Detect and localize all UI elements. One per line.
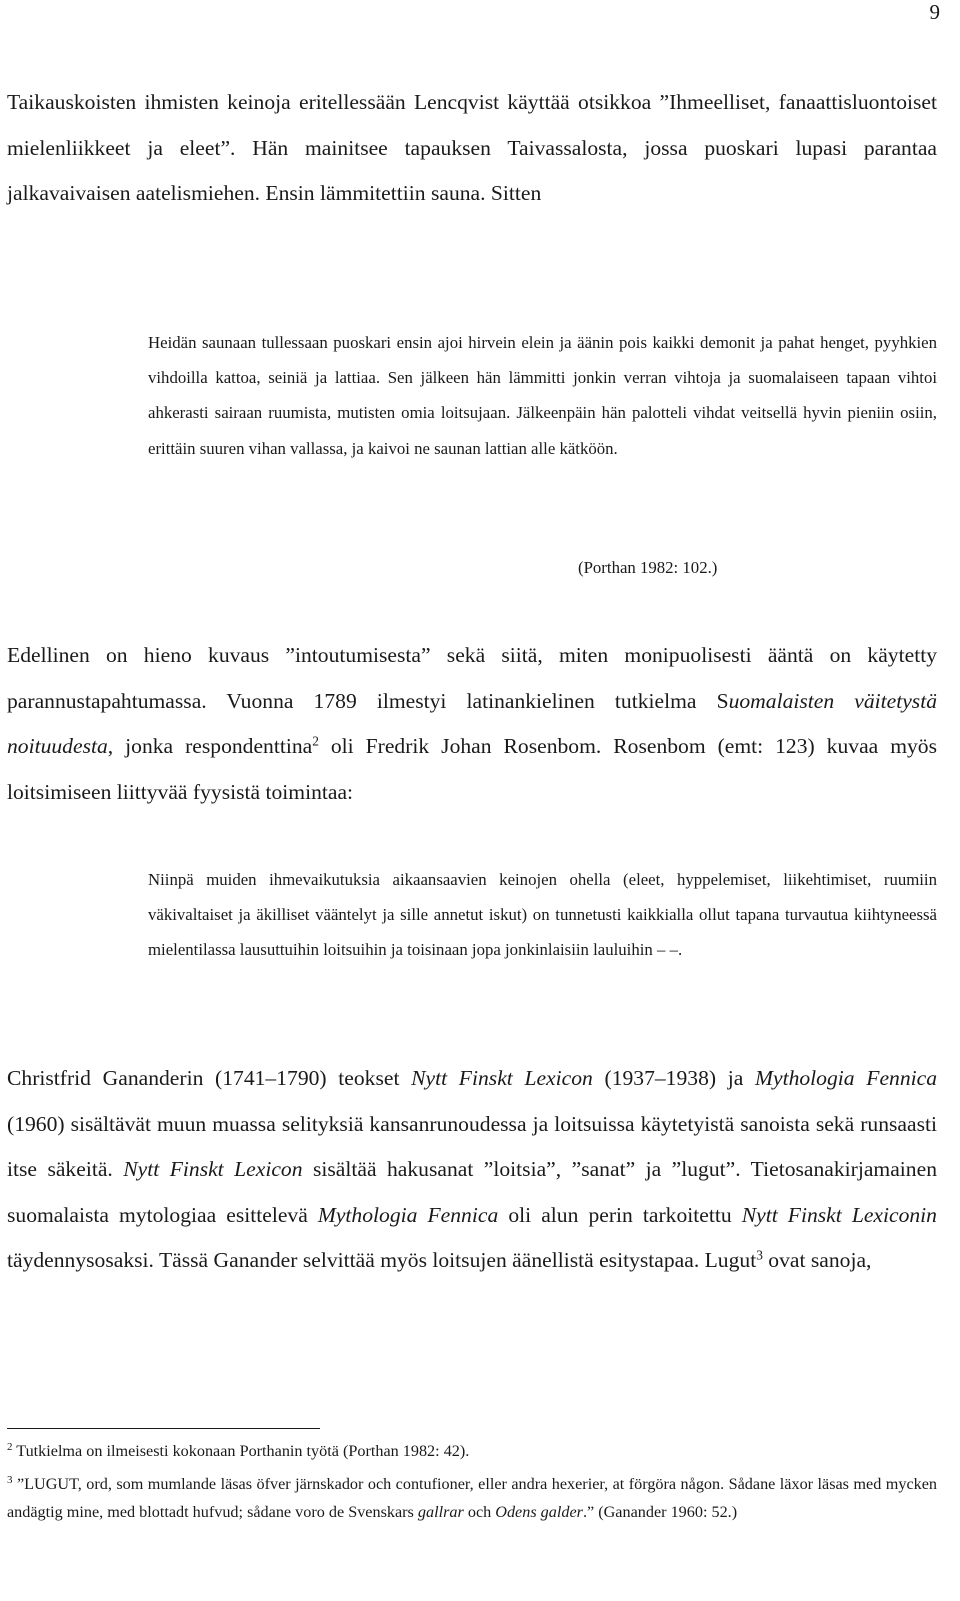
italic-run: Nytt Finskt Lexiconin [741, 1202, 937, 1227]
footnote-text: ”LUGUT, ord, som mumlande läsas öfver järnskador och contufioner, eller andra hexerier, at förgöra någon. Sådane läxor läsas med mycken andägtig mine, med blottadt hufvud; sådane voro de Svenskars [7, 1475, 937, 1521]
footnote-text: Tutkielma on ilmeisesti kokonaan Porthanin työtä (Porthan 1982: 42). [12, 1442, 470, 1460]
text-run: sisältää hakusanat ”loitsia”, ”sanat” ja ”lugut”. Tietosanakirjamainen suomalaista mytologiaa esittelevä [7, 1157, 937, 1227]
text-run: Edellinen on hieno kuvaus ”intoutumisesta” sekä siitä, miten monipuolisesti ääntä on käytetty parannustapahtumassa. Vuonna 1789 ilmestyi latinankielinen tutkielma S [7, 643, 937, 713]
italic-run: Odens galder [495, 1503, 583, 1521]
footnote-ref[interactable]: 3 [756, 1247, 763, 1263]
italic-run: Mythologia Fennica [317, 1202, 499, 1227]
italic-run: Nytt Finskt Lexicon [411, 1066, 593, 1090]
text-run: , jonka respondenttina [107, 734, 313, 758]
text-run: (1937–1938) ja [592, 1066, 756, 1090]
footnote-2 [7, 1437, 937, 1465]
italic-run: uomalaisten väitetystä noituudesta [7, 688, 937, 758]
text-run: ovat sanoja, [762, 1248, 872, 1272]
footnote-mark: 2 [7, 1441, 13, 1453]
italic-run: Nytt Finskt Lexicon [123, 1157, 303, 1181]
italic-run: gallrar [417, 1503, 464, 1521]
footnote-ref[interactable]: 2 [312, 733, 319, 749]
text-run: oli Fredrik Johan Rosenbom. Rosenbom (emt: 123) kuvaa myös loitsimiseen liittyvää fyysistä toimintaa: [7, 734, 938, 804]
body-paragraph-2 [7, 633, 937, 815]
footnote-3 [7, 1470, 937, 1526]
body-paragraph-1: Taikauskoisten ihmisten keinoja eritellessään Lencqvist käyttää otsikkoa ”Ihmeelliset, fanaattisluontoiset mielenliikkeet ja eleet”. Hän mainitsee tapauksen Taivassalosta, jossa puoskari lupasi parantaa jalkavaivaisen aatelismiehen. Ensin lämmitettiin sauna. Sitten [7, 90, 937, 205]
footnote-mark: 3 [7, 1474, 13, 1486]
text-run: oli alun perin tarkoitettu [498, 1202, 742, 1227]
text-run: Christfrid Gananderin (1741–1790) teokset [7, 1066, 412, 1090]
page-number: 9 [929, 0, 940, 24]
block-quote-1: Heidän saunaan tullessaan puoskari ensin ajoi hirvein elein ja äänin pois kaikki demonit ja pahat henget, pyyhkien vihdoilla kattoa, seiniä ja lattiaa. Sen jälkeen hän lämmitti jonkin verran vihtoja ja suomalaiseen tapaan vihtoi ahkerasti sairaan ruumista, mutisten omia loitsujaan. Jälkeenpäin hän palotteli vihdat veitsellä hyvin pieniin osiin, erittäin suuren vihan vallassa, ja kaivoi ne saunan lattian alle kätköön. [148, 333, 937, 458]
footnote-text: och [463, 1503, 496, 1521]
citation: (Porthan 1982: 102.) [578, 558, 718, 577]
text-run: täydennysosaksi. Tässä Ganander selvittää myös loitsujen äänellistä esitystapaa. Lugut [7, 1248, 757, 1272]
block-quote-2: Niinpä muiden ihmevaikutuksia aikaansaavien keinojen ohella (eleet, hyppelemiset, liikehtimiset, ruumiin väkivaltaiset ja äkilliset vääntelyt ja sille annetut iskut) on tunnetusti kaikkialla ollut tapana turvautua kiihtyneessä mielentilassa lausuttuihin loitsuihin ja toisinaan jopa jonkinlaisiin lauluihin – –. [148, 870, 937, 960]
text-run: (1960) sisältävät muun muassa selityksiä kansanrunoudessa ja loitsuissa käytetyistä sanoista sekä runsaasti itse säkeitä. [7, 1111, 937, 1181]
footnote-text: .” (Ganander 1960: 52.) [582, 1503, 738, 1521]
body-paragraph-3 [7, 1056, 937, 1284]
italic-run: Mythologia Fennica [755, 1066, 937, 1090]
footnote-separator [7, 1428, 320, 1429]
